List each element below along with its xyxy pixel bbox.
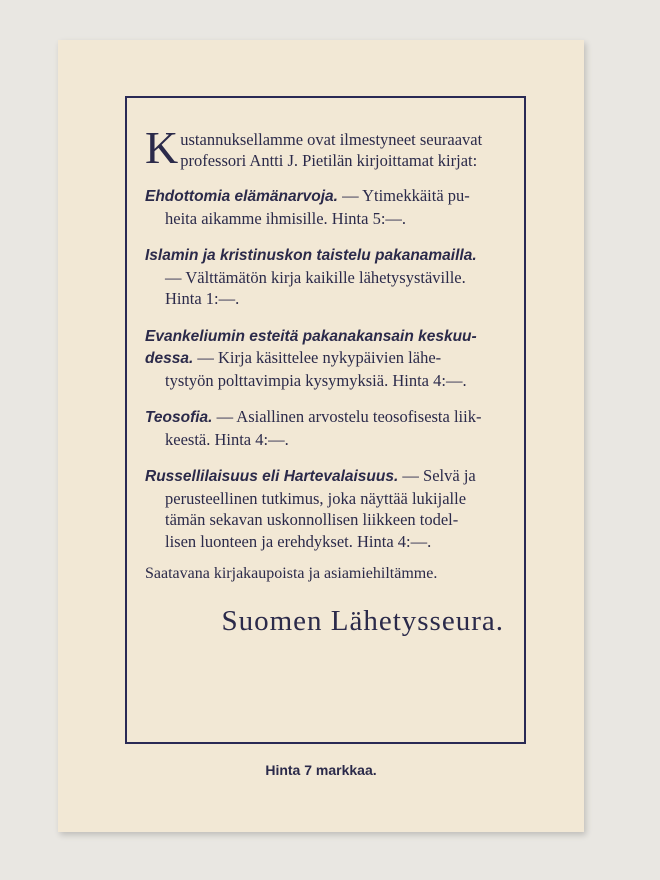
publisher-name: Suomen Lähetysseura. <box>221 605 504 637</box>
book-entry-5 <box>145 465 508 552</box>
book-desc: — Asiallinen arvostelu teosofisesta liik- <box>212 407 482 426</box>
availability-note: Saatavana kirjakaupoista ja asiamiehiltämme. <box>145 565 438 582</box>
book-desc-cont: Hinta 1:—. <box>165 289 240 308</box>
book-desc-cont: tystyön polttavimpia kysymyksiä. Hinta 4:—. <box>165 370 467 390</box>
price-label: Hinta 7 markkaa. <box>265 762 377 778</box>
book-title: Teosofia. <box>145 409 213 426</box>
book-title: Ehdottomia elämänarvoja. <box>145 188 338 205</box>
intro-line-1: ustannuksellamme ovat ilmestyneet seuraavat <box>180 130 483 149</box>
intro-text <box>180 128 482 171</box>
intro <box>145 122 508 173</box>
book-desc: — Selvä ja <box>398 466 476 485</box>
book-desc-cont: — Välttämätön kirja kaikille lähetysystäville. <box>165 267 466 287</box>
drop-cap: K <box>145 122 179 173</box>
intro-line-2: professori Antti J. Pietilän kirjoittamat kirjat: <box>180 151 478 170</box>
book-desc: — Kirja käsittelee nykypäivien lähe- <box>193 348 442 367</box>
book-entry-2 <box>145 244 508 310</box>
book-title: Islamin ja kristinuskon taistelu pakanamailla. <box>145 247 477 264</box>
book-title-cont: dessa. <box>145 350 194 367</box>
book-desc-cont: tämän sekavan uskonnollisen liikkeen todel- <box>165 510 459 529</box>
book-entry-4 <box>145 406 508 450</box>
book-title: Russellilaisuus eli Hartevalaisuus. <box>145 468 399 485</box>
book-desc-cont: keestä. Hinta 4:—. <box>165 429 289 449</box>
book-desc-cont: lisen luonteen ja erehdykset. Hinta 4:—. <box>165 531 432 551</box>
book-entry-3 <box>145 325 508 392</box>
book-desc-cont: perusteellinen tutkimus, joka näyttää lukijalle <box>165 488 467 508</box>
back-cover <box>58 40 584 832</box>
book-title: Evankeliumin esteitä pakanakansain keskuu- <box>145 327 477 345</box>
advertisement-frame <box>125 96 526 744</box>
book-entry-1 <box>145 185 508 229</box>
book-desc-cont: heita aikamme ihmisille. Hinta 5:—. <box>165 208 407 228</box>
book-desc: — Ytimekkäitä pu- <box>337 186 470 205</box>
